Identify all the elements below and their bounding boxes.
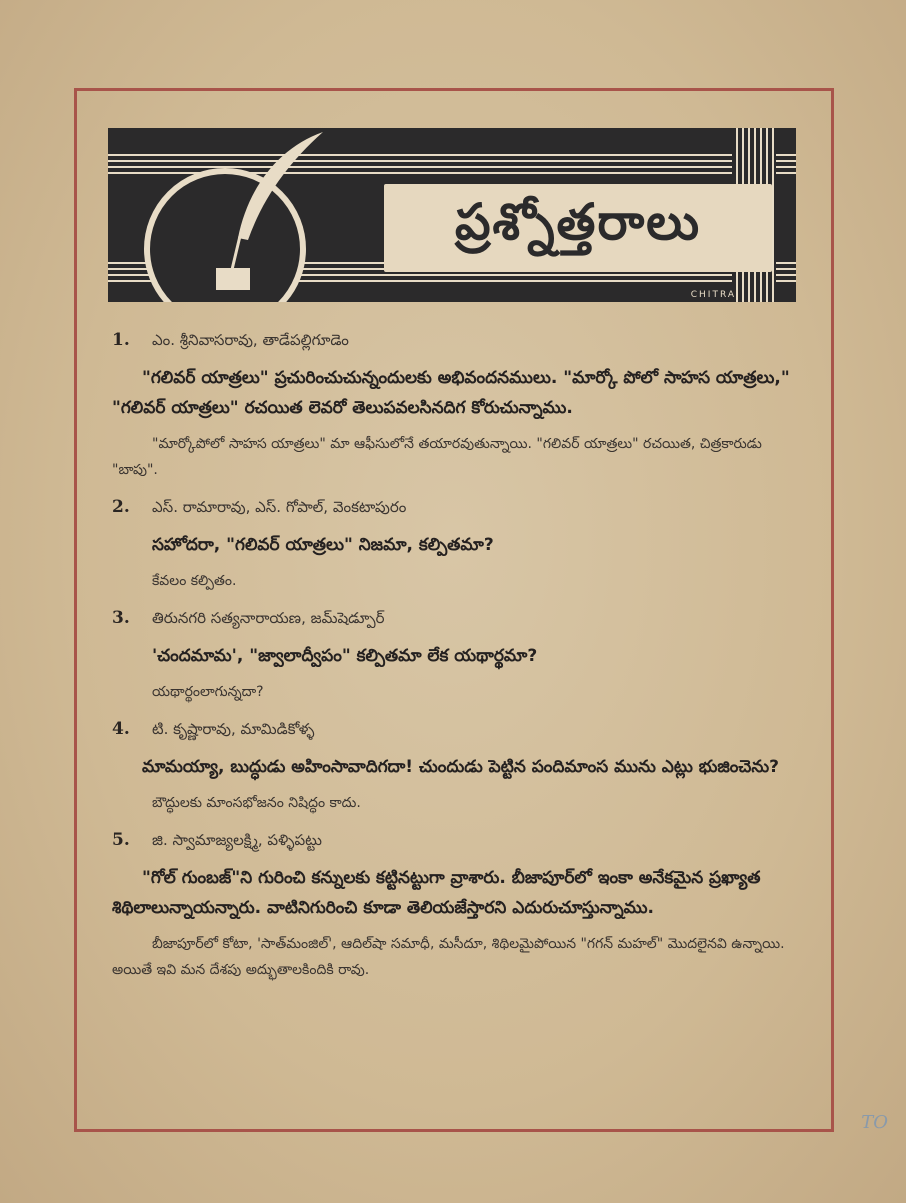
asker-name: తిరునగరి సత్యనారాయణ, జమ్‌షెడ్పూర్ [152,609,385,627]
artist-signature: CHITRA [690,290,736,300]
question-text: "గలివర్ యాత్రలు" ప్రచురించుచున్నందులకు అభివందనములు. "మార్కో పోలో సాహస యాత్రలు," "గలివర్ యాత్రలు" రచయిత లెవరో తెలుపవలసినదిగ కోరుచున్నాము. [112,368,790,418]
answer-text: బీజాపూర్‌లో కోటా, 'సాత్‌మంజిల్', ఆదిల్‌షా సమాధీ, మసీదూ, శిథిలమైపోయిన "గగన్ మహల్" మొదలైనవి ఉన్నాయి. అయితే ఇవి మన దేశపు అద్భుతాలకిందికి రావు. [112,936,785,978]
answer-text: యథార్థంలాగున్నదా? [152,684,264,700]
asker-name: టి. కృష్ణారావు, మామిడికోళ్ళ [152,720,315,738]
entry-number: 2. [112,497,130,517]
asker-name: ఎస్. రామారావు, ఎస్. గోపాల్, వెంకటాపురం [152,498,407,516]
qa-entry [112,719,812,816]
entry-number: 4. [112,719,130,739]
question-text: "గోల్ గుంబజ్"ని గురించి కన్నులకు కట్టినట్టుగా వ్రాశారు. బీజాపూర్‌లో ఇంకా అనేకమైన ప్రఖ్యాత శిథిలాలున్నాయన్నారు. వాటినిగురించి కూడా తెలియజేస్తారని ఎదురుచూస్తున్నాము. [112,868,761,918]
question-text: 'చందమామ', "జ్వాలాద్వీపం" కల్పితమా లేక యథార్థమా? [152,646,538,666]
answer-text: బౌద్ధులకు మాంసభోజనం నిషిద్ధం కాదు. [152,795,361,811]
header-banner [108,128,796,302]
qa-list [112,330,812,983]
question-text: మామయ్యా, బుద్ధుడు అహింసావాదిగదా! చుందుడు పెట్టిన పందిమాంస మును ఎట్లు భుజించెను? [142,757,780,777]
quill-pen-icon [208,128,328,298]
entry-number: 5. [112,830,130,850]
asker-name: ఎం. శ్రీనివాసరావు, తాడేపల్లిగూడెం [152,331,349,349]
entry-number: 3. [112,608,130,628]
entry-number: 1. [112,330,130,350]
qa-entry [112,608,812,705]
margin-note: TO [861,1112,888,1133]
question-text: సహోదరా, "గలివర్ యాత్రలు" నిజమా, కల్పితమా? [152,535,494,555]
title-box [384,184,772,272]
asker-name: జి. స్వామాజ్యలక్ష్మి, పళ్ళిపట్టు [152,831,322,849]
answer-text: కేవలం కల్పితం. [152,573,237,589]
qa-entry [112,330,812,483]
page-title: ప్రశ్నోత్తరాలు [454,192,702,251]
qa-entry [112,830,812,983]
answer-text: "మార్కోపోలో సాహస యాత్రలు" మా ఆఫీసులోనే తయారవుతున్నాయి. "గలివర్ యాత్రలు" రచయిత, చిత్రకారుడు "బాపు". [112,436,762,478]
qa-entry [112,497,812,594]
